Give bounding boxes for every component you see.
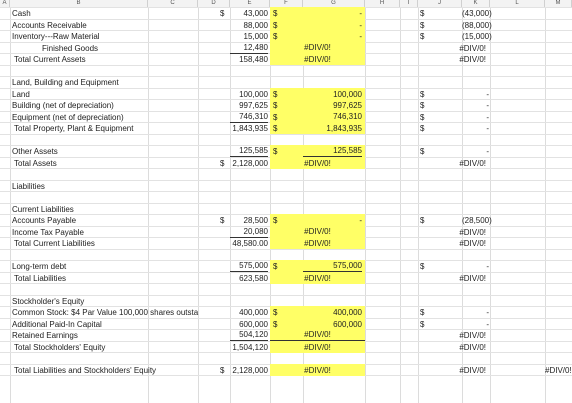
currency-symbol-g: $ (420, 32, 425, 41)
currency-symbol-g: $ (420, 124, 425, 133)
column-header-k[interactable]: K (462, 0, 490, 7)
row-label: Total Stockholders' Equity (14, 343, 106, 352)
column-gridline (490, 7, 491, 403)
value-c: 746,310 (230, 112, 268, 123)
value-c: 28,500 (243, 216, 268, 225)
value-c: 88,000 (243, 21, 268, 30)
value-e: - (359, 21, 362, 30)
currency-symbol-g: $ (420, 262, 425, 271)
column-header-j[interactable]: J (418, 0, 462, 7)
value-e: - (359, 9, 362, 18)
value-e: #DIV/0! (270, 43, 365, 54)
row-label: Building (net of depreciation) (12, 101, 114, 110)
value-c: 43,000 (243, 9, 268, 18)
value-g: - (486, 262, 489, 271)
row-label: Total Assets (14, 159, 57, 168)
value-g: (43,000) (462, 9, 492, 18)
column-header-a[interactable]: A (0, 0, 10, 7)
value-c: 400,000 (239, 308, 268, 317)
row-label: Liabilities (12, 182, 45, 191)
value-g: #DIV/0! (459, 44, 486, 53)
row-label: Total Liabilities (14, 274, 67, 283)
column-gridline (545, 7, 546, 403)
value-c: 100,000 (239, 90, 268, 99)
currency-symbol-g: $ (420, 90, 425, 99)
currency-symbol-g: $ (420, 9, 425, 18)
currency-symbol-e: $ (273, 21, 278, 30)
value-g: #DIV/0! (459, 366, 486, 375)
value-e: #DIV/0! (304, 366, 331, 375)
currency-symbol-e: $ (273, 320, 278, 329)
row-gridline (0, 134, 572, 135)
column-header-m[interactable]: M (545, 0, 572, 7)
column-header-e[interactable]: E (230, 0, 270, 7)
row-label: Land (12, 90, 30, 99)
value-e: - (359, 32, 362, 41)
currency-symbol-g: $ (420, 101, 425, 110)
value-g: - (486, 90, 489, 99)
currency-symbol-e: $ (273, 262, 278, 271)
value-e: 600,000 (333, 320, 362, 329)
row-label: Accounts Receivable (12, 21, 87, 30)
row-label: Common Stock: $4 Par Value 100,000 shares outsta (12, 308, 199, 317)
currency-symbol-g: $ (420, 308, 425, 317)
row-label: Total Property, Plant & Equipment (14, 124, 134, 133)
column-gridline (400, 7, 401, 403)
value-e: 100,000 (333, 90, 362, 99)
value-g: - (486, 113, 489, 122)
column-header-i[interactable]: I (400, 0, 418, 7)
column-header-b[interactable]: B (10, 0, 148, 7)
value-g: - (486, 101, 489, 110)
currency-symbol-c: $ (220, 366, 225, 375)
value-c: 997,625 (239, 101, 268, 110)
value-e: 1,843,935 (326, 124, 362, 133)
row-gridline (0, 65, 572, 66)
column-header-d[interactable]: D (198, 0, 230, 7)
row-gridline (0, 249, 572, 250)
value-g: (28,500) (462, 216, 492, 225)
row-label: Total Current Assets (14, 55, 86, 64)
value-c: 623,580 (239, 274, 268, 283)
currency-symbol-e: $ (273, 32, 278, 41)
currency-symbol-e: $ (273, 9, 278, 18)
value-g: - (486, 147, 489, 156)
value-c: 504,120 (230, 330, 268, 341)
value-g: (88,000) (462, 21, 492, 30)
currency-symbol-e: $ (273, 308, 278, 317)
value-g: - (486, 124, 489, 133)
value-e: #DIV/0! (270, 227, 365, 238)
value-e: 997,625 (333, 101, 362, 110)
value-e: #DIV/0! (304, 159, 331, 168)
currency-symbol-e: $ (273, 216, 278, 225)
value-c: 20,080 (230, 227, 268, 238)
value-c: 600,000 (239, 320, 268, 329)
currency-symbol-e: $ (273, 124, 278, 133)
row-label: Land, Building and Equipment (12, 78, 119, 87)
row-label: Total Liabilities and Stockholders' Equity (14, 366, 157, 375)
row-label: Additional Paid-In Capital (12, 320, 102, 329)
value-c: 1,843,935 (232, 124, 268, 133)
currency-symbol-c: $ (220, 9, 225, 18)
row-label: Income Tax Payable (12, 228, 84, 237)
row-label: Long-term debt (12, 262, 67, 271)
value-m: #DIV/0! (545, 366, 572, 375)
currency-symbol-g: $ (420, 21, 425, 30)
row-label: Current Liabilities (12, 205, 74, 214)
value-c: 12,480 (230, 43, 268, 54)
value-g: #DIV/0! (459, 159, 486, 168)
value-e: #DIV/0! (304, 343, 331, 352)
value-c: 125,585 (230, 146, 268, 157)
currency-symbol-g: $ (420, 147, 425, 156)
currency-symbol-g: $ (420, 216, 425, 225)
value-c: 575,000 (230, 261, 268, 272)
value-e: 575,000 (303, 261, 362, 272)
row-label: Inventory---Raw Material (12, 32, 100, 41)
column-gridline (365, 7, 366, 403)
row-label: Cash (12, 9, 31, 18)
value-g: #DIV/0! (459, 274, 486, 283)
column-header-f[interactable]: F (270, 0, 303, 7)
currency-symbol-c: $ (220, 159, 225, 168)
currency-symbol-g: $ (420, 113, 425, 122)
value-g: - (486, 308, 489, 317)
row-label: Finished Goods (42, 44, 99, 53)
value-g: #DIV/0! (459, 55, 486, 64)
value-c: 2,128,000 (232, 366, 268, 375)
row-label: Total Current Liabilities (14, 239, 95, 248)
row-label: Retained Earnings (12, 331, 78, 340)
value-e: #DIV/0! (304, 239, 331, 248)
value-e: 746,310 (303, 112, 362, 123)
value-g: #DIV/0! (459, 331, 486, 340)
row-label: Other Assets (12, 147, 58, 156)
value-e: #DIV/0! (270, 330, 365, 341)
column-header-c[interactable]: C (148, 0, 198, 7)
value-g: (15,000) (462, 32, 492, 41)
currency-symbol-e: $ (273, 101, 278, 110)
column-header-h[interactable]: H (365, 0, 400, 7)
value-e: #DIV/0! (304, 55, 331, 64)
column-gridline (10, 7, 11, 403)
currency-symbol-e: $ (273, 90, 278, 99)
currency-symbol-g: $ (420, 320, 425, 329)
row-label: Equipment (net of depreciation) (12, 113, 124, 122)
value-c: 48,580.00 (232, 239, 268, 248)
row-label: Accounts Payable (12, 216, 77, 225)
column-header-l[interactable]: L (490, 0, 545, 7)
row-label: Stockholder's Equity (12, 297, 85, 306)
currency-symbol-e: $ (273, 113, 278, 122)
value-c: 15,000 (243, 32, 268, 41)
currency-symbol-e: $ (273, 147, 278, 156)
value-c: 2,128,000 (232, 159, 268, 168)
value-e: 400,000 (333, 308, 362, 317)
value-g: #DIV/0! (459, 343, 486, 352)
value-e: 125,585 (303, 146, 362, 157)
value-c: 158,480 (239, 55, 268, 64)
value-g: #DIV/0! (459, 239, 486, 248)
value-c: 1,504,120 (232, 343, 268, 352)
column-header-g[interactable]: G (303, 0, 365, 7)
value-e: - (359, 216, 362, 225)
value-g: #DIV/0! (459, 228, 486, 237)
value-g: - (486, 320, 489, 329)
value-e: #DIV/0! (304, 274, 331, 283)
currency-symbol-c: $ (220, 216, 225, 225)
